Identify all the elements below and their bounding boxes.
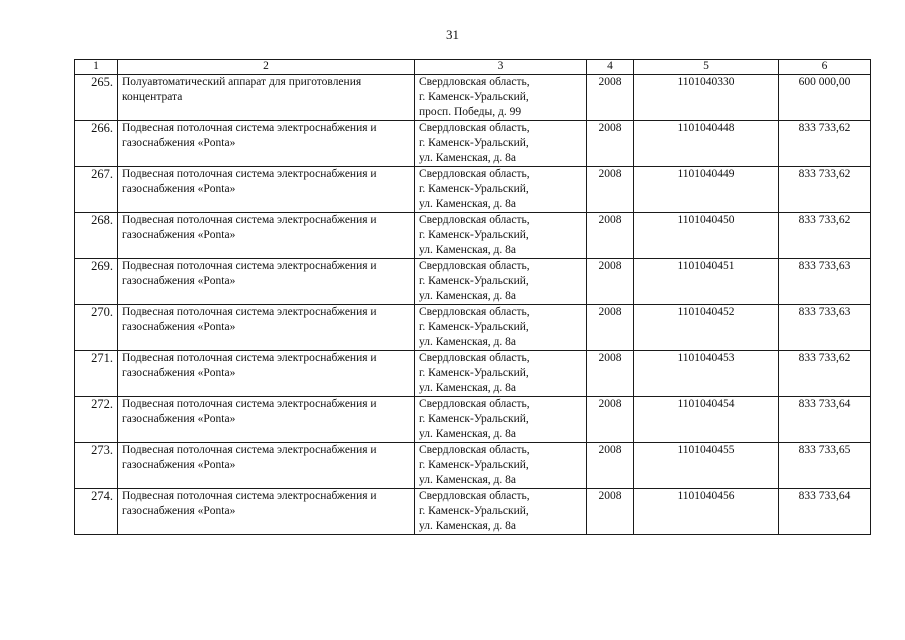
row-number: 271. — [75, 351, 118, 397]
address-line-region: Свердловская область, — [419, 306, 530, 318]
row-number: 268. — [75, 213, 118, 259]
item-name: Подвесная потолочная система электроснабжения и газоснабжения «Ponta» — [118, 305, 415, 351]
address-line-street: ул. Каменская, д. 8а — [419, 474, 517, 486]
item-name: Подвесная потолочная система электроснабжения и газоснабжения «Ponta» — [118, 167, 415, 213]
column-header-3: 3 — [415, 60, 587, 75]
item-year: 2008 — [587, 351, 634, 397]
property-registry-table — [74, 59, 871, 535]
item-name: Подвесная потолочная система электроснабжения и газоснабжения «Ponta» — [118, 489, 415, 535]
item-cost: 833 733,62 — [779, 213, 871, 259]
table-row — [75, 167, 871, 213]
row-number: 273. — [75, 443, 118, 489]
item-year: 2008 — [587, 75, 634, 121]
item-year: 2008 — [587, 121, 634, 167]
item-cost: 600 000,00 — [779, 75, 871, 121]
item-name: Подвесная потолочная система электроснабжения и газоснабжения «Ponta» — [118, 213, 415, 259]
item-cost: 833 733,62 — [779, 167, 871, 213]
item-year: 2008 — [587, 489, 634, 535]
item-address — [415, 489, 587, 535]
item-address — [415, 397, 587, 443]
row-number: 272. — [75, 397, 118, 443]
table-row — [75, 351, 871, 397]
inventory-number: 1101040454 — [634, 397, 779, 443]
item-cost: 833 733,64 — [779, 489, 871, 535]
table-row — [75, 489, 871, 535]
inventory-number: 1101040449 — [634, 167, 779, 213]
item-year: 2008 — [587, 443, 634, 489]
item-year: 2008 — [587, 259, 634, 305]
row-number: 270. — [75, 305, 118, 351]
address-line-street: ул. Каменская, д. 8а — [419, 428, 517, 440]
column-header-5: 5 — [634, 60, 779, 75]
table-row — [75, 121, 871, 167]
item-name: Подвесная потолочная система электроснабжения и газоснабжения «Ponta» — [118, 443, 415, 489]
item-cost: 833 733,63 — [779, 259, 871, 305]
address-line-street: ул. Каменская, д. 8а — [419, 152, 517, 164]
item-year: 2008 — [587, 167, 634, 213]
item-address — [415, 305, 587, 351]
item-year: 2008 — [587, 213, 634, 259]
address-line-region: Свердловская область, — [419, 260, 530, 272]
item-cost: 833 733,62 — [779, 351, 871, 397]
item-cost: 833 733,64 — [779, 397, 871, 443]
table-row — [75, 397, 871, 443]
item-name: Полуавтоматический аппарат для приготовления концентрата — [118, 75, 415, 121]
table-row — [75, 443, 871, 489]
address-line-region: Свердловская область, — [419, 398, 530, 410]
address-line-region: Свердловская область, — [419, 444, 530, 456]
address-line-street: ул. Каменская, д. 8а — [419, 290, 517, 302]
table-row — [75, 75, 871, 121]
item-address — [415, 167, 587, 213]
row-number: 267. — [75, 167, 118, 213]
item-cost: 833 733,63 — [779, 305, 871, 351]
address-line-region: Свердловская область, — [419, 490, 530, 502]
address-line-city: г. Каменск-Уральский, — [419, 413, 529, 425]
address-line-city: г. Каменск-Уральский, — [419, 367, 529, 379]
address-line-region: Свердловская область, — [419, 214, 530, 226]
column-header-1: 1 — [75, 60, 118, 75]
column-header-4: 4 — [587, 60, 634, 75]
address-line-city: г. Каменск-Уральский, — [419, 459, 529, 471]
item-address — [415, 75, 587, 121]
address-line-region: Свердловская область, — [419, 168, 530, 180]
item-year: 2008 — [587, 305, 634, 351]
table-body — [75, 75, 871, 535]
address-line-city: г. Каменск-Уральский, — [419, 91, 529, 103]
row-number: 266. — [75, 121, 118, 167]
item-cost: 833 733,65 — [779, 443, 871, 489]
address-line-street: ул. Каменская, д. 8а — [419, 520, 517, 532]
item-address — [415, 443, 587, 489]
item-address — [415, 259, 587, 305]
address-line-city: г. Каменск-Уральский, — [419, 275, 529, 287]
address-line-city: г. Каменск-Уральский, — [419, 505, 529, 517]
inventory-number: 1101040451 — [634, 259, 779, 305]
item-address — [415, 121, 587, 167]
address-line-street: ул. Каменская, д. 8а — [419, 382, 517, 394]
inventory-number: 1101040330 — [634, 75, 779, 121]
address-line-street: ул. Каменская, д. 8а — [419, 336, 517, 348]
item-year: 2008 — [587, 397, 634, 443]
row-number: 274. — [75, 489, 118, 535]
address-line-region: Свердловская область, — [419, 352, 530, 364]
column-header-6: 6 — [779, 60, 871, 75]
item-name: Подвесная потолочная система электроснабжения и газоснабжения «Ponta» — [118, 259, 415, 305]
inventory-number: 1101040456 — [634, 489, 779, 535]
address-line-city: г. Каменск-Уральский, — [419, 183, 529, 195]
address-line-street: ул. Каменская, д. 8а — [419, 244, 517, 256]
inventory-number: 1101040448 — [634, 121, 779, 167]
inventory-number: 1101040455 — [634, 443, 779, 489]
column-header-2: 2 — [118, 60, 415, 75]
address-line-city: г. Каменск-Уральский, — [419, 137, 529, 149]
row-number: 265. — [75, 75, 118, 121]
address-line-region: Свердловская область, — [419, 122, 530, 134]
item-name: Подвесная потолочная система электроснабжения и газоснабжения «Ponta» — [118, 351, 415, 397]
page-number: 31 — [446, 27, 459, 42]
item-cost: 833 733,62 — [779, 121, 871, 167]
table-row — [75, 213, 871, 259]
table-header — [75, 60, 871, 75]
address-line-city: г. Каменск-Уральский, — [419, 321, 529, 333]
table-row — [75, 259, 871, 305]
header-row — [75, 60, 871, 75]
address-line-street: просп. Победы, д. 99 — [419, 106, 522, 118]
inventory-number: 1101040450 — [634, 213, 779, 259]
address-line-region: Свердловская область, — [419, 76, 530, 88]
item-address — [415, 213, 587, 259]
item-name: Подвесная потолочная система электроснабжения и газоснабжения «Ponta» — [118, 397, 415, 443]
inventory-number: 1101040453 — [634, 351, 779, 397]
row-number: 269. — [75, 259, 118, 305]
table-row — [75, 305, 871, 351]
inventory-number: 1101040452 — [634, 305, 779, 351]
item-name: Подвесная потолочная система электроснабжения и газоснабжения «Ponta» — [118, 121, 415, 167]
item-address — [415, 351, 587, 397]
address-line-street: ул. Каменская, д. 8а — [419, 198, 517, 210]
address-line-city: г. Каменск-Уральский, — [419, 229, 529, 241]
